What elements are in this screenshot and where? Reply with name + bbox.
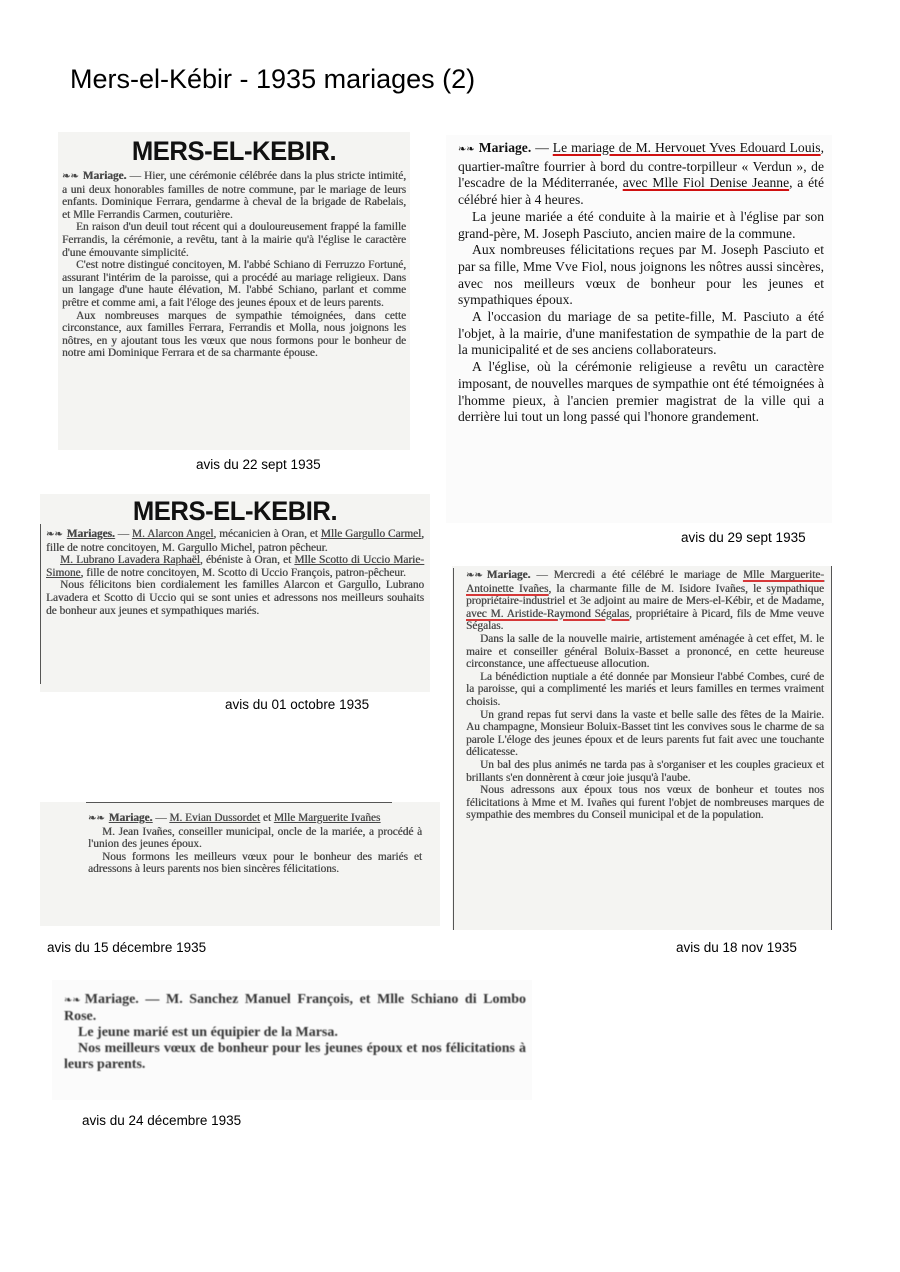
notice-paragraph: Nous félicitons bien cordialement les familles Alarcon et Gargullo, Lubrano Lavadera et Scotto di Uccio qui se sont unies et adressons nos meilleurs souhaits de bonheur aux jeunes et sympathiques mariés. <box>46 579 424 617</box>
notice-paragraph: Le jeune marié est un équipier de la Marsa. <box>78 1025 338 1040</box>
caption-01-octobre: avis du 01 octobre 1935 <box>225 697 370 712</box>
page-title: Mers-el-Kébir - 1935 mariages (2) <box>70 64 476 94</box>
notice-paragraph: La jeune mariée a été conduite à la mairie et à l'église par son grand-père, M. Joseph Pasciuto, ancien maire de la commune. <box>458 208 824 241</box>
notice-paragraph: A l'occasion du mariage de sa petite-fille, M. Pasciuto a été l'objet, à la mairie, d'une manifestation de sympathie de la part de la municipalité et de ses anciens collaborateurs. <box>458 309 824 358</box>
fleuron-icon: ❧❧ <box>62 171 79 182</box>
notice-paragraph: — Hier, une cérémonie célébrée dans la plus stricte intimité, a uni deux honorables familles de notre commune, par le mariage de leurs enfants. Dominique Ferrara, gendarme à cheval de la brigade de Rabelais, et Mlle Ferrandis Carmen, couturière. <box>62 170 406 221</box>
clip-border <box>831 566 832 930</box>
clipping-heading: MERS-EL-KEBIR. <box>131 136 337 166</box>
notice-paragraph: Un grand repas fut servi dans la vaste et belle salle des fêtes de la Mairie. Au champagne, Monsieur Boluix-Basset tint les convives sous le charme de sa parole L'éloge des jeunes époux et de leurs parents fut fait avec une touchante délicatesse. <box>466 708 824 759</box>
notice-paragraph: C'est notre distingué concitoyen, M. l'abbé Schiano di Ferruzzo Fortuné, assurant l'intérim de la paroisse, qui a procédé au mariage religieux. Dans un langage d'une haute élévation, M. l'abbé Schiano, parlant et comme prêtre et comme ami, a fait l'éloge des jeunes époux et de leurs parents. <box>62 259 406 309</box>
notice-paragraph: Dans la salle de la nouvelle mairie, artistement aménagée à cet effet, M. le maire et conseiller général Boluix-Basset a prononcé, en cette heureuse circonstance, une affectueuse allocution. <box>466 632 824 671</box>
clipping-01-octobre: MERS-EL-KEBIR. ❧❧ Mariages. — M. Alarcon Angel, mécanicien à Oran, et Mlle Gargullo Carmel, fille de notre concitoyen, M. Gargullo Michel, patron pêcheur. M. Lubrano Lavadera Raphaël, ébéniste à Oran, et Mlle Scotto di Uccio Marie-Simone, fille de notre concitoyen, M. Scotto di Uccio François, patron-pêcheur. Nous félicitons bien cordialement les familles Alarcon et Gargullo, Lubrano Lavadera et Scotto di Uccio qui se sont unies et adressons nos meilleurs souhaits de bonheur aux jeunes et sympathiques mariés. <box>40 494 430 692</box>
groom-name: M. Lubrano Lavadera Raphaël <box>60 554 200 567</box>
notice-paragraph: — M. Sanchez Manuel François, et Mlle Schiano di Lombo Rose. <box>64 992 526 1024</box>
caption-15-decembre: avis du 15 décembre 1935 <box>47 940 207 955</box>
groom-name: avec M. Aristide-Raymond Ségalas <box>466 607 630 620</box>
fleuron-icon: ❧❧ <box>64 995 81 1006</box>
notice-paragraph: Nos meilleurs vœux de bonheur pour les jeunes époux et nos félicitations à leurs parents. <box>64 1041 526 1072</box>
caption-29-sept: avis du 29 sept 1935 <box>681 530 806 545</box>
bride-name: Mlle Scotto di Uccio Marie-Simone <box>46 554 424 579</box>
groom-name: Le mariage de M. Hervouet Yves Edouard Louis <box>552 140 821 155</box>
notice-paragraph: Aux nombreuses marques de sympathie témoignées, dans cette circonstance, aux familles Ferrara, Ferrandis et Molla, nous joignons les nôtres, en y ajoutant tous les vœux que nous formons pour le bonheur de notre ami Dominique Ferrara et de sa charmante épouse. <box>62 309 406 360</box>
notice-paragraph: La bénédiction nuptiale a été donnée par Monsieur l'abbé Combes, curé de la paroisse, qui a complimenté les mariés et leurs familles en termes vraiment choisis. <box>466 670 824 708</box>
caption-24-decembre: avis du 24 décembre 1935 <box>82 1113 242 1128</box>
notice-lead: Mariage. <box>486 569 531 581</box>
caption-22-sept: avis du 22 sept 1935 <box>196 457 321 472</box>
notice-lead: Mariage. <box>84 992 139 1007</box>
fleuron-icon: ❧❧ <box>46 529 63 540</box>
notice-lead: Mariage. <box>82 170 127 182</box>
notice-lead: Mariage. <box>108 812 153 824</box>
notice-paragraph: Nous adressons aux époux tous nos vœux de bonheur et toutes nos félicitations à Mme et M. Ivañes qui furent l'objet de nombreuses marques de sympathie des membres du Conseil municipal et de la population. <box>466 784 824 822</box>
clipping-18-nov: ❧❧ Mariage. — Mercredi a été célébré le mariage de Mlle Marguerite-Antoinette Ivañes, la charmante fille de M. Isidore Ivañes, le sympathique propriétaire-industriel et 3e adjoint au maire de Mers-el-Kébir, et de Madame, avec M. Aristide-Raymond Ségalas, propriétaire à Picard, fils de Mme veuve Ségalas. Dans la salle de la nouvelle mairie, artistement aménagée à cet effet, M. le maire et conseiller général Boluix-Basset a prononcé, en cette heureuse circonstance, une affectueuse allocution. La bénédiction nuptiale a été donnée par Monsieur l'abbé Combes, curé de la paroisse, qui a complimenté les mariés et leurs familles en termes vraiment choisis. Un grand repas fut servi dans la vaste et belle salle des fêtes de la Mairie. Au champagne, Monsieur Boluix-Basset tint les convives sous le charme de sa parole L'éloge des jeunes époux et de leurs parents fut fait avec une touchante délicatesse. Un bal des plus animés ne tarda pas à s'organiser et les couples gracieux et brillants s'en donnèrent à cœur joie jusqu'à l'aube. Nous adressons aux époux tous nos vœux de bonheur et toutes nos félicitations à Mme et M. Ivañes qui furent l'objet de nombreuses marques de sympathie des membres du Conseil municipal et de la population. <box>452 566 832 930</box>
notice-paragraph: Un bal des plus animés ne tarda pas à s'organiser et les couples gracieux et brillants s'en donnèrent à cœur joie jusqu'à l'aube. <box>466 758 824 784</box>
clip-border <box>453 568 454 930</box>
notice-lead: Mariages. <box>66 528 115 540</box>
clipping-24-decembre <box>52 980 532 1100</box>
clipping-heading: MERS-EL-KEBIR. <box>132 496 338 526</box>
notice-paragraph: A l'église, où la cérémonie religieuse a revêtu un caractère imposant, de nouvelles marques de sympathie ont été témoignées à l'homme pieux, à l'ancien premier magistrat de la ville qui a derrière lui tout un long passé qui l'honore grandement. <box>458 359 824 425</box>
clip-border <box>40 524 41 684</box>
notice-paragraph: Nous formons les meilleurs vœux pour le bonheur des mariés et adressons à leurs parents nos bien sincères félicitations. <box>88 850 422 876</box>
notice-paragraph: En raison d'un deuil tout récent qui a douloureusement frappé la famille Ferrandis, la cérémonie, a revêtu, tant à la mairie qu'à l'église le caractère d'une émouvante simplicité. <box>62 221 406 259</box>
notice-paragraph: Aux nombreuses félicitations reçues par M. Joseph Pasciuto et par sa fille, Mme Vve Fiol, nous joignons les nôtres aussi sincères, avec nos meilleurs vœux de bonheur pour les jeunes et sympathiques époux. <box>458 242 824 308</box>
fleuron-icon: ❧❧ <box>88 813 105 824</box>
caption-18-nov: avis du 18 nov 1935 <box>676 940 797 955</box>
fleuron-icon: ❧❧ <box>466 570 483 581</box>
fleuron-icon: ❧❧ <box>458 144 475 155</box>
groom-name: M. Alarcon Angel <box>131 528 214 540</box>
bride-name: avec Mlle Fiol Denise Jeanne <box>622 175 790 191</box>
clipping-22-sept <box>58 132 410 450</box>
clip-border <box>86 802 392 803</box>
clipping-29-sept: ❧❧ Mariage. — Le mariage de M. Hervouet Yves Edouard Louis, quartier-maître fourrier à bord du contre-torpilleur « Verdun », de l'escadre de la Méditerranée, avec Mlle Fiol Denise Jeanne, a été célébré hier à 4 heures. La jeune mariée a été conduite à la mairie et à l'église par son grand-père, M. Joseph Pasciuto, ancien maire de la commune. Aux nombreuses félicitations reçues par M. Joseph Pasciuto et par sa fille, Mme Vve Fiol, nous joignons les nôtres aussi sincères, avec nos meilleurs vœux de bonheur pour les jeunes et sympathiques époux. A l'occasion du mariage de sa petite-fille, M. Pasciuto a été l'objet, à la mairie, d'une manifestation de sympathie de la part de la municipalité et de ses anciens collaborateurs. A l'église, où la cérémonie religieuse a revêtu un caractère imposant, de nouvelles marques de sympathie ont été témoignées à l'homme pieux, à l'ancien premier magistrat de la ville qui a derrière lui tout un long passé qui l'honore grandement. <box>446 135 832 523</box>
clipping-15-decembre: ❧❧ Mariage. — M. Evian Dussordet et Mlle Marguerite Ivañes M. Jean Ivañes, conseiller municipal, oncle de la mariée, a procédé à l'union des jeunes époux. Nous formons les meilleurs vœux pour le bonheur des mariés et adressons à leurs parents nos bien sincères félicitations. <box>40 802 440 926</box>
bride-name: Mlle Gargullo Carmel <box>320 528 422 540</box>
bride-name: Mlle Marguerite Ivañes <box>273 812 381 824</box>
notice-paragraph: M. Jean Ivañes, conseiller municipal, oncle de la mariée, a procédé à l'union des jeunes époux. <box>88 825 422 851</box>
groom-name: M. Evian Dussordet <box>169 812 261 824</box>
notice-lead: Mariage. <box>478 140 532 155</box>
bride-name: Mlle Marguerite-Antoinette Ivañes <box>466 569 825 595</box>
